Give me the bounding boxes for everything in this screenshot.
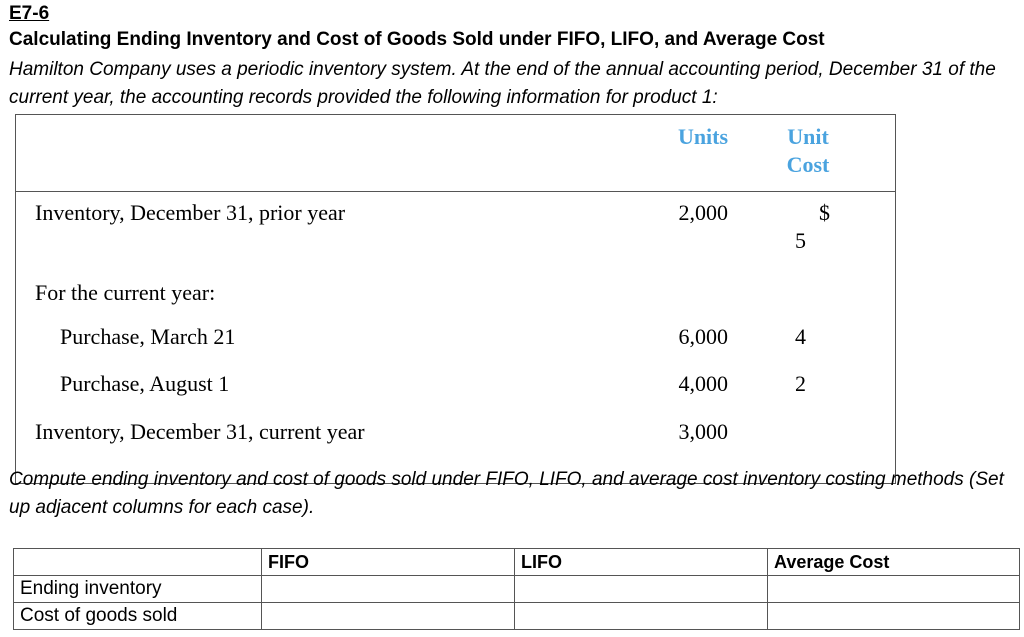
row-label-ending-inventory: Ending inventory [14, 576, 262, 603]
row-label-prior-inventory: Inventory, December 31, prior year [35, 200, 346, 225]
unit-cost-header [773, 123, 843, 179]
cogs-lifo-cell[interactable] [515, 603, 768, 630]
table-row [14, 576, 1020, 603]
inventory-data-table [15, 114, 896, 484]
row-label-current-year: For the current year: [35, 280, 216, 305]
current-inventory-units: 3,000 [678, 419, 728, 444]
exercise-title: Calculating Ending Inventory and Cost of Goods Sold under FIFO, LIFO, and Average Cost [9, 29, 825, 50]
ending-inventory-lifo-cell[interactable] [515, 576, 768, 603]
prior-inventory-unit-cost: 5 [795, 228, 806, 253]
answer-table [13, 548, 1020, 630]
prior-inventory-units: 2,000 [678, 200, 728, 225]
table-row [14, 603, 1020, 630]
currency-symbol: $ [819, 200, 830, 225]
unit-cost-header-line1: Unit [787, 124, 829, 149]
ending-inventory-average-cell[interactable] [768, 576, 1020, 603]
purchase-august-unit-cost: 2 [795, 371, 806, 396]
row-label-cost-of-goods-sold: Cost of goods sold [14, 603, 262, 630]
header-divider [16, 191, 895, 192]
instructions: Compute ending inventory and cost of goods sold under FIFO, LIFO, and average cost inventory costing methods (Set up adjacent columns for each case). [9, 469, 1004, 518]
units-header: Units [677, 124, 729, 149]
answer-header-row [14, 549, 1020, 576]
purchase-march-units: 6,000 [678, 324, 728, 349]
cogs-fifo-cell[interactable] [262, 603, 515, 630]
row-label-current-inventory: Inventory, December 31, current year [35, 419, 365, 444]
column-header-average-cost: Average Cost [768, 549, 1020, 576]
purchase-august-units: 4,000 [678, 371, 728, 396]
unit-cost-header-line2: Cost [786, 152, 830, 177]
row-label-purchase-august: Purchase, August 1 [60, 371, 230, 396]
answer-header-blank [14, 549, 262, 576]
column-header-lifo: LIFO [515, 549, 768, 576]
column-header-fifo: FIFO [262, 549, 515, 576]
exercise-code: E7-6 [9, 3, 50, 24]
row-label-purchase-march: Purchase, March 21 [60, 324, 236, 349]
ending-inventory-fifo-cell[interactable] [262, 576, 515, 603]
exercise-intro: Hamilton Company uses a periodic inventory system. At the end of the annual accounting period, December 31 of the current year, the accounting records provided the following information for product 1: [9, 59, 996, 108]
purchase-march-unit-cost: 4 [795, 324, 806, 349]
cogs-average-cell[interactable] [768, 603, 1020, 630]
